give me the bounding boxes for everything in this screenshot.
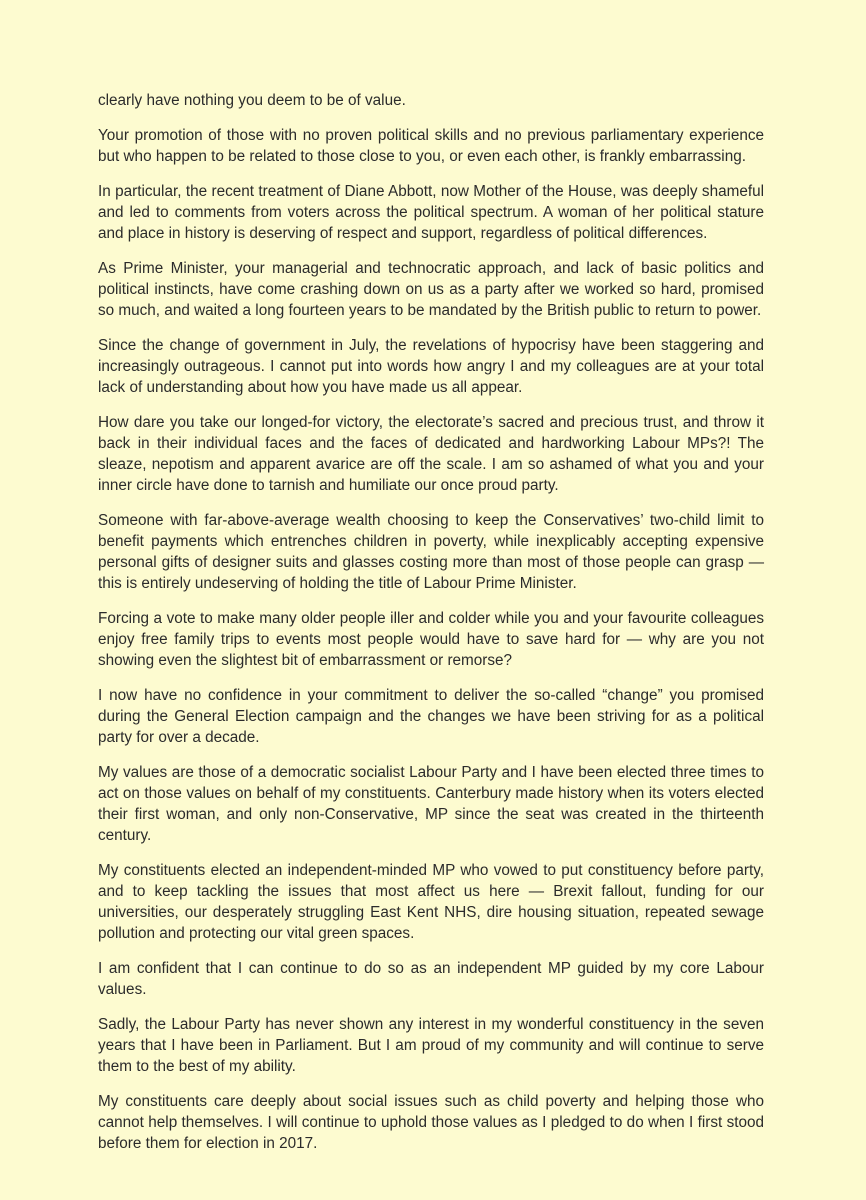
letter-paragraph-5: Since the change of government in July, the revelations of hypocrisy have been staggering and increasingly outrageous. I cannot put into words how angry I and my colleagues are at your total lack of understanding about how you have made us all appear.: [98, 337, 764, 396]
letter-paragraph-7: Someone with far-above-average wealth choosing to keep the Conservatives’ two-child limit to benefit payments which entrenches children in poverty, while inexplicably accepting expensive personal gifts of designer suits and glasses costing more than most of those people can grasp — this is entirely undeserving of holding the title of Labour Prime Minister.: [98, 512, 764, 592]
letter-paragraph-6: How dare you take our longed-for victory, the electorate’s sacred and precious trust, and throw it back in their individual faces and the faces of dedicated and hardworking Labour MPs?! The sleaze, nepotism and apparent avarice are off the scale. I am so ashamed of what you and your inner circle have done to tarnish and humiliate our once proud party.: [98, 414, 764, 494]
letter-paragraph-4: As Prime Minister, your managerial and technocratic approach, and lack of basic politics and political instincts, have come crashing down on us as a party after we worked so hard, promised so much, and waited a long fourteen years to be mandated by the British public to return to power.: [98, 260, 764, 319]
letter-paragraph-14: My constituents care deeply about social issues such as child poverty and helping those who cannot help themselves. I will continue to uphold those values as I pledged to do when I first stood before them for election in 2017.: [98, 1093, 764, 1152]
letter-paragraph-9: I now have no confidence in your commitment to deliver the so-called “change” you promised during the General Election campaign and the changes we have been striving for as a political party for over a decade.: [98, 687, 764, 746]
letter-paragraph-3: In particular, the recent treatment of Diane Abbott, now Mother of the House, was deeply shameful and led to comments from voters across the political spectrum. A woman of her political stature and place in history is deserving of respect and support, regardless of political differences.: [98, 183, 764, 242]
letter-paragraph-8: Forcing a vote to make many older people iller and colder while you and your favourite colleagues enjoy free family trips to events most people would have to save hard for — why are you not showing even the slightest bit of embarrassment or remorse?: [98, 610, 764, 669]
letter-paragraph-12: I am confident that I can continue to do so as an independent MP guided by my core Labour values.: [98, 960, 764, 998]
letter-paragraph-2: Your promotion of those with no proven political skills and no previous parliamentary experience but who happen to be related to those close to you, or even each other, is frankly embarrassing.: [98, 127, 764, 165]
letter-paragraph-13: Sadly, the Labour Party has never shown any interest in my wonderful constituency in the seven years that I have been in Parliament. But I am proud of my community and will continue to serve them to the best of my ability.: [98, 1016, 764, 1075]
letter-body: [98, 90, 764, 1168]
letter-paragraph-10: My values are those of a democratic socialist Labour Party and I have been elected three times to act on those values on behalf of my constituents. Canterbury made history when its voters elected their first woman, and only non-Conservative, MP since the seat was created in the thirteenth century.: [98, 764, 764, 844]
letter-paragraph-1: clearly have nothing you deem to be of value.: [98, 92, 406, 109]
letter-paragraph-11: My constituents elected an independent-minded MP who vowed to put constituency before party, and to keep tackling the issues that most affect us here — Brexit fallout, funding for our universities, our desperately struggling East Kent NHS, dire housing situation, repeated sewage pollution and protecting our vital green spaces.: [98, 862, 764, 942]
